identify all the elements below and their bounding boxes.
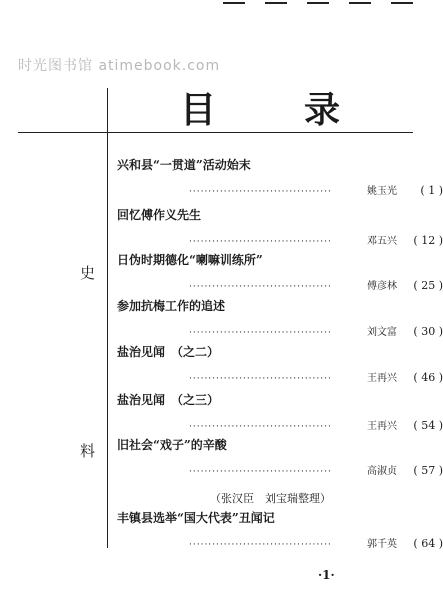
entry-author: 郭千英 (367, 539, 397, 550)
page-number: ·1· (318, 568, 335, 582)
entry-page: ( 54 ) (413, 419, 443, 432)
entry-title: 旧社会“戏子”的辛酸 (117, 438, 227, 452)
entry-page: ( 25 ) (413, 279, 443, 292)
dot-leader: ····································· (189, 237, 332, 247)
entry-title: 盐治见闻 （之三） (117, 393, 220, 407)
side-divider (107, 88, 108, 548)
entry-author: 姚玉光 (367, 186, 397, 197)
entry-page: ( 12 ) (413, 234, 443, 247)
toc-entry[interactable] (117, 298, 443, 338)
toc-entry[interactable] (117, 437, 443, 477)
entry-author: 王再兴 (367, 421, 397, 432)
side-label: 料 (80, 442, 96, 460)
dot-leader: ····································· (189, 282, 332, 292)
entry-page: ( 64 ) (413, 537, 443, 550)
entry-page: ( 46 ) (413, 371, 443, 384)
entry-title: 回忆傅作义先生 (117, 208, 202, 222)
dot-leader: ····································· (189, 540, 332, 550)
entry-author: 高淑贞 (367, 466, 397, 477)
entry-author: 刘文富 (367, 327, 397, 338)
side-label: 史 (80, 264, 96, 282)
entry-page: ( 1 ) (420, 184, 443, 197)
entry-page: ( 30 ) (413, 325, 443, 338)
dot-leader: ····································· (189, 328, 332, 338)
entry-page: ( 57 ) (413, 464, 443, 477)
toc-entry[interactable] (117, 510, 443, 550)
entry-author: 王再兴 (367, 373, 397, 384)
dot-leader: ····································· (189, 422, 332, 432)
watermark: 时光图书馆 atimebook.com (18, 58, 221, 74)
entry-title: 日伪时期德化“喇嘛训练所” (117, 253, 263, 267)
entry-author: 邓五兴 (367, 236, 397, 247)
entry-title: 盐治见闻 （之二） (117, 345, 220, 359)
top-edge-marks (215, 0, 415, 8)
header-divider (18, 132, 413, 133)
toc-entry[interactable] (117, 252, 443, 292)
toc-title (180, 82, 340, 133)
entry-title: 参加抗梅工作的追述 (117, 299, 226, 313)
editor-note: （张汉臣 刘宝瑞整理） (210, 492, 331, 505)
toc-title-char: 录 (303, 90, 340, 131)
entry-title: 兴和县“一贯道”活动始末 (117, 158, 251, 172)
entry-title: 丰镇县选举“国大代表”丑闻记 (117, 511, 275, 525)
toc-entry[interactable] (117, 207, 443, 247)
dot-leader: ····································· (189, 187, 332, 197)
toc-entry[interactable] (117, 392, 443, 432)
dot-leader: ····································· (189, 374, 332, 384)
toc-title-char: 目 (180, 90, 217, 131)
toc-entry[interactable] (117, 157, 443, 197)
dot-leader: ····································· (189, 467, 332, 477)
entry-author: 傅彦林 (367, 281, 397, 292)
toc-entry[interactable] (117, 344, 443, 384)
